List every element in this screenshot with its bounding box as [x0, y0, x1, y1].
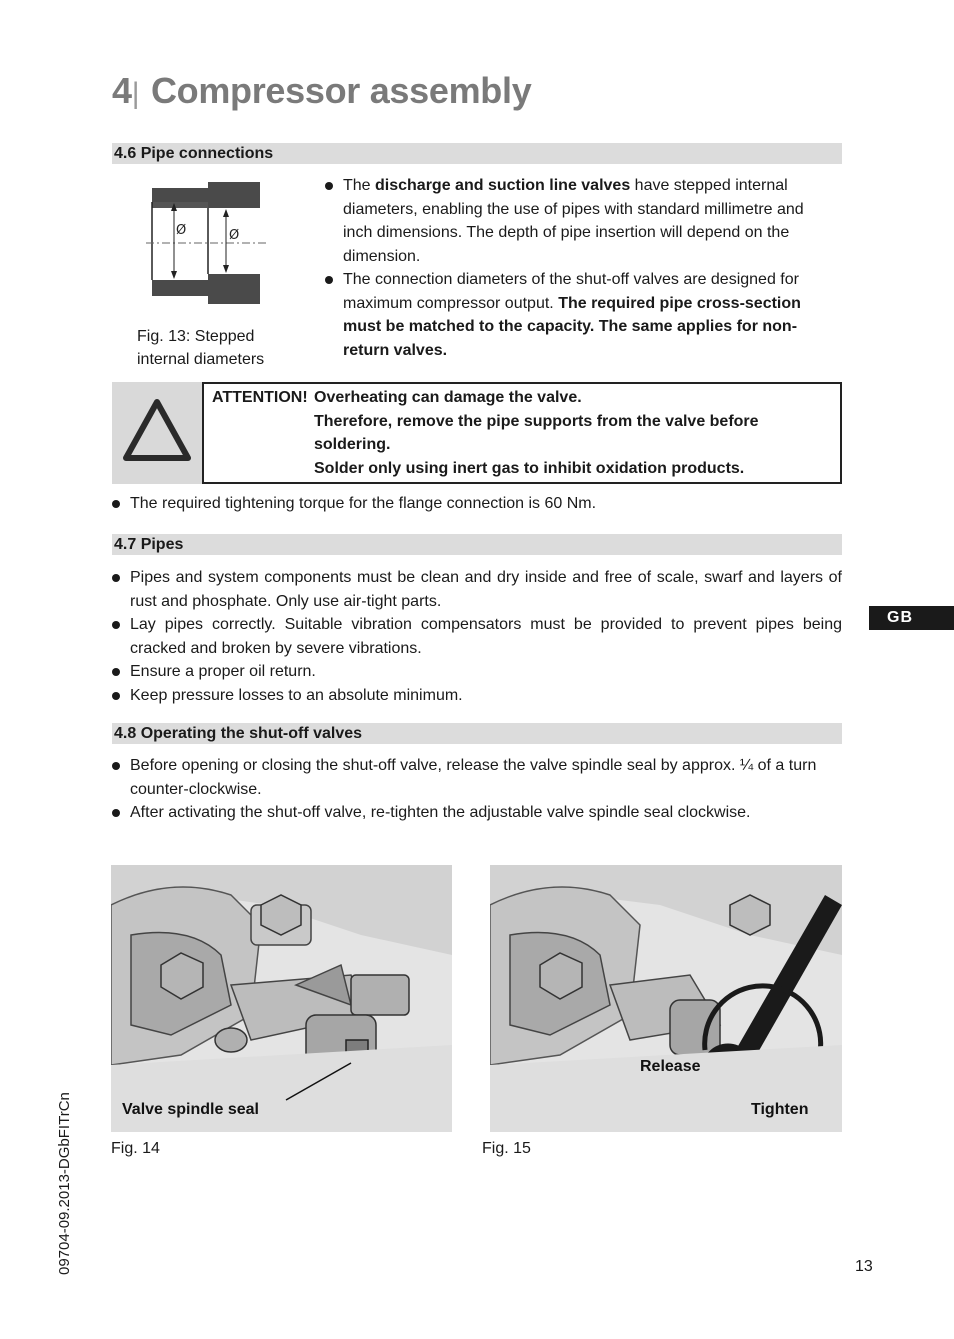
- pipe-connections-bullets: [325, 174, 830, 362]
- diameter-symbol-2: Ø: [229, 228, 240, 243]
- attention-content: [202, 382, 842, 484]
- language-tab: GB: [869, 606, 954, 630]
- valve-tighten-illustration: [490, 865, 842, 1132]
- fig13-caption-line2: internal diameters: [137, 351, 265, 368]
- fig15-caption: Fig. 15: [482, 1140, 531, 1157]
- fig13-caption-line1: Fig. 13: Stepped: [137, 328, 255, 345]
- text: The: [343, 177, 376, 194]
- list-item: The required tightening torque for the flange connection is 60 Nm.: [112, 492, 842, 516]
- chapter-title: [112, 70, 531, 112]
- shutoff-bullets: [112, 754, 842, 825]
- list-item: [325, 268, 830, 362]
- title-separator: |: [131, 77, 140, 110]
- attention-box: [112, 382, 842, 484]
- list-item: Ensure a proper oil return.: [112, 660, 842, 684]
- chapter-number: 4: [112, 70, 132, 111]
- attention-label: ATTENTION!: [212, 389, 308, 406]
- fig13-caption: [137, 325, 317, 371]
- warning-panel: [112, 382, 202, 484]
- list-item: Lay pipes correctly. Suitable vibration compensators must be provided to prevent pipes being cracked and broken by severe vibrations.: [112, 613, 842, 660]
- text: The connection diameters of the shut-off valves are designed for maximum compressor output.: [343, 271, 799, 312]
- attention-line: Therefore, remove the pipe supports from the valve before soldering.: [314, 412, 759, 453]
- attention-line: Solder only using inert gas to inhibit oxidation products.: [314, 459, 745, 477]
- fig14-photo: [111, 865, 452, 1132]
- chapter-title-text: Compressor assembly: [150, 70, 532, 111]
- diameter-symbol-1: Ø: [176, 223, 187, 238]
- list-item: After activating the shut-off valve, re-tighten the adjustable valve spindle seal clockwise.: [112, 801, 842, 825]
- valve-spindle-seal-illustration: [111, 865, 452, 1132]
- fig14-caption: Fig. 14: [111, 1140, 160, 1157]
- page-number: 13: [855, 1258, 873, 1275]
- fig14-label: Valve spindle seal: [122, 1101, 259, 1118]
- text: have stepped internal diameters, enabling the use of pipes with standard millimetre and inch dimensions. The depth of pipe insertion will depend on the dimension.: [343, 177, 804, 265]
- list-item: Before opening or closing the shut-off valve, release the valve spindle seal by approx. ¼ of a turn counter-clockwise.: [112, 754, 842, 801]
- bold-text: discharge and suction line valves: [375, 177, 631, 194]
- document-code: 09704-09.2013-DGbFITrCn: [56, 1092, 73, 1275]
- bold-text: The required pipe cross-section must be matched to the capacity. The same applies for non-return valves.: [343, 294, 801, 359]
- attention-text: [314, 386, 834, 480]
- fig15-release-label: Release: [640, 1058, 701, 1075]
- torque-note: [112, 492, 842, 516]
- fig15-photo: [490, 865, 842, 1132]
- warning-triangle-icon: [120, 396, 194, 464]
- list-item: [325, 174, 830, 268]
- section-heading-4-7: 4.7 Pipes: [112, 534, 842, 555]
- fig15-tighten-label: Tighten: [751, 1101, 809, 1118]
- list-item: Keep pressure losses to an absolute minimum.: [112, 684, 842, 708]
- section-heading-4-6: 4.6 Pipe connections: [112, 143, 842, 164]
- section-heading-4-8: 4.8 Operating the shut-off valves: [112, 723, 842, 744]
- stepped-diameter-figure: [146, 182, 266, 306]
- list-item: Pipes and system components must be clean and dry inside and free of scale, swarf and layers of rust and phosphate. Only use air-tight parts.: [112, 566, 842, 613]
- pipes-bullets: [112, 566, 842, 707]
- attention-line: Overheating can damage the valve.: [314, 389, 582, 406]
